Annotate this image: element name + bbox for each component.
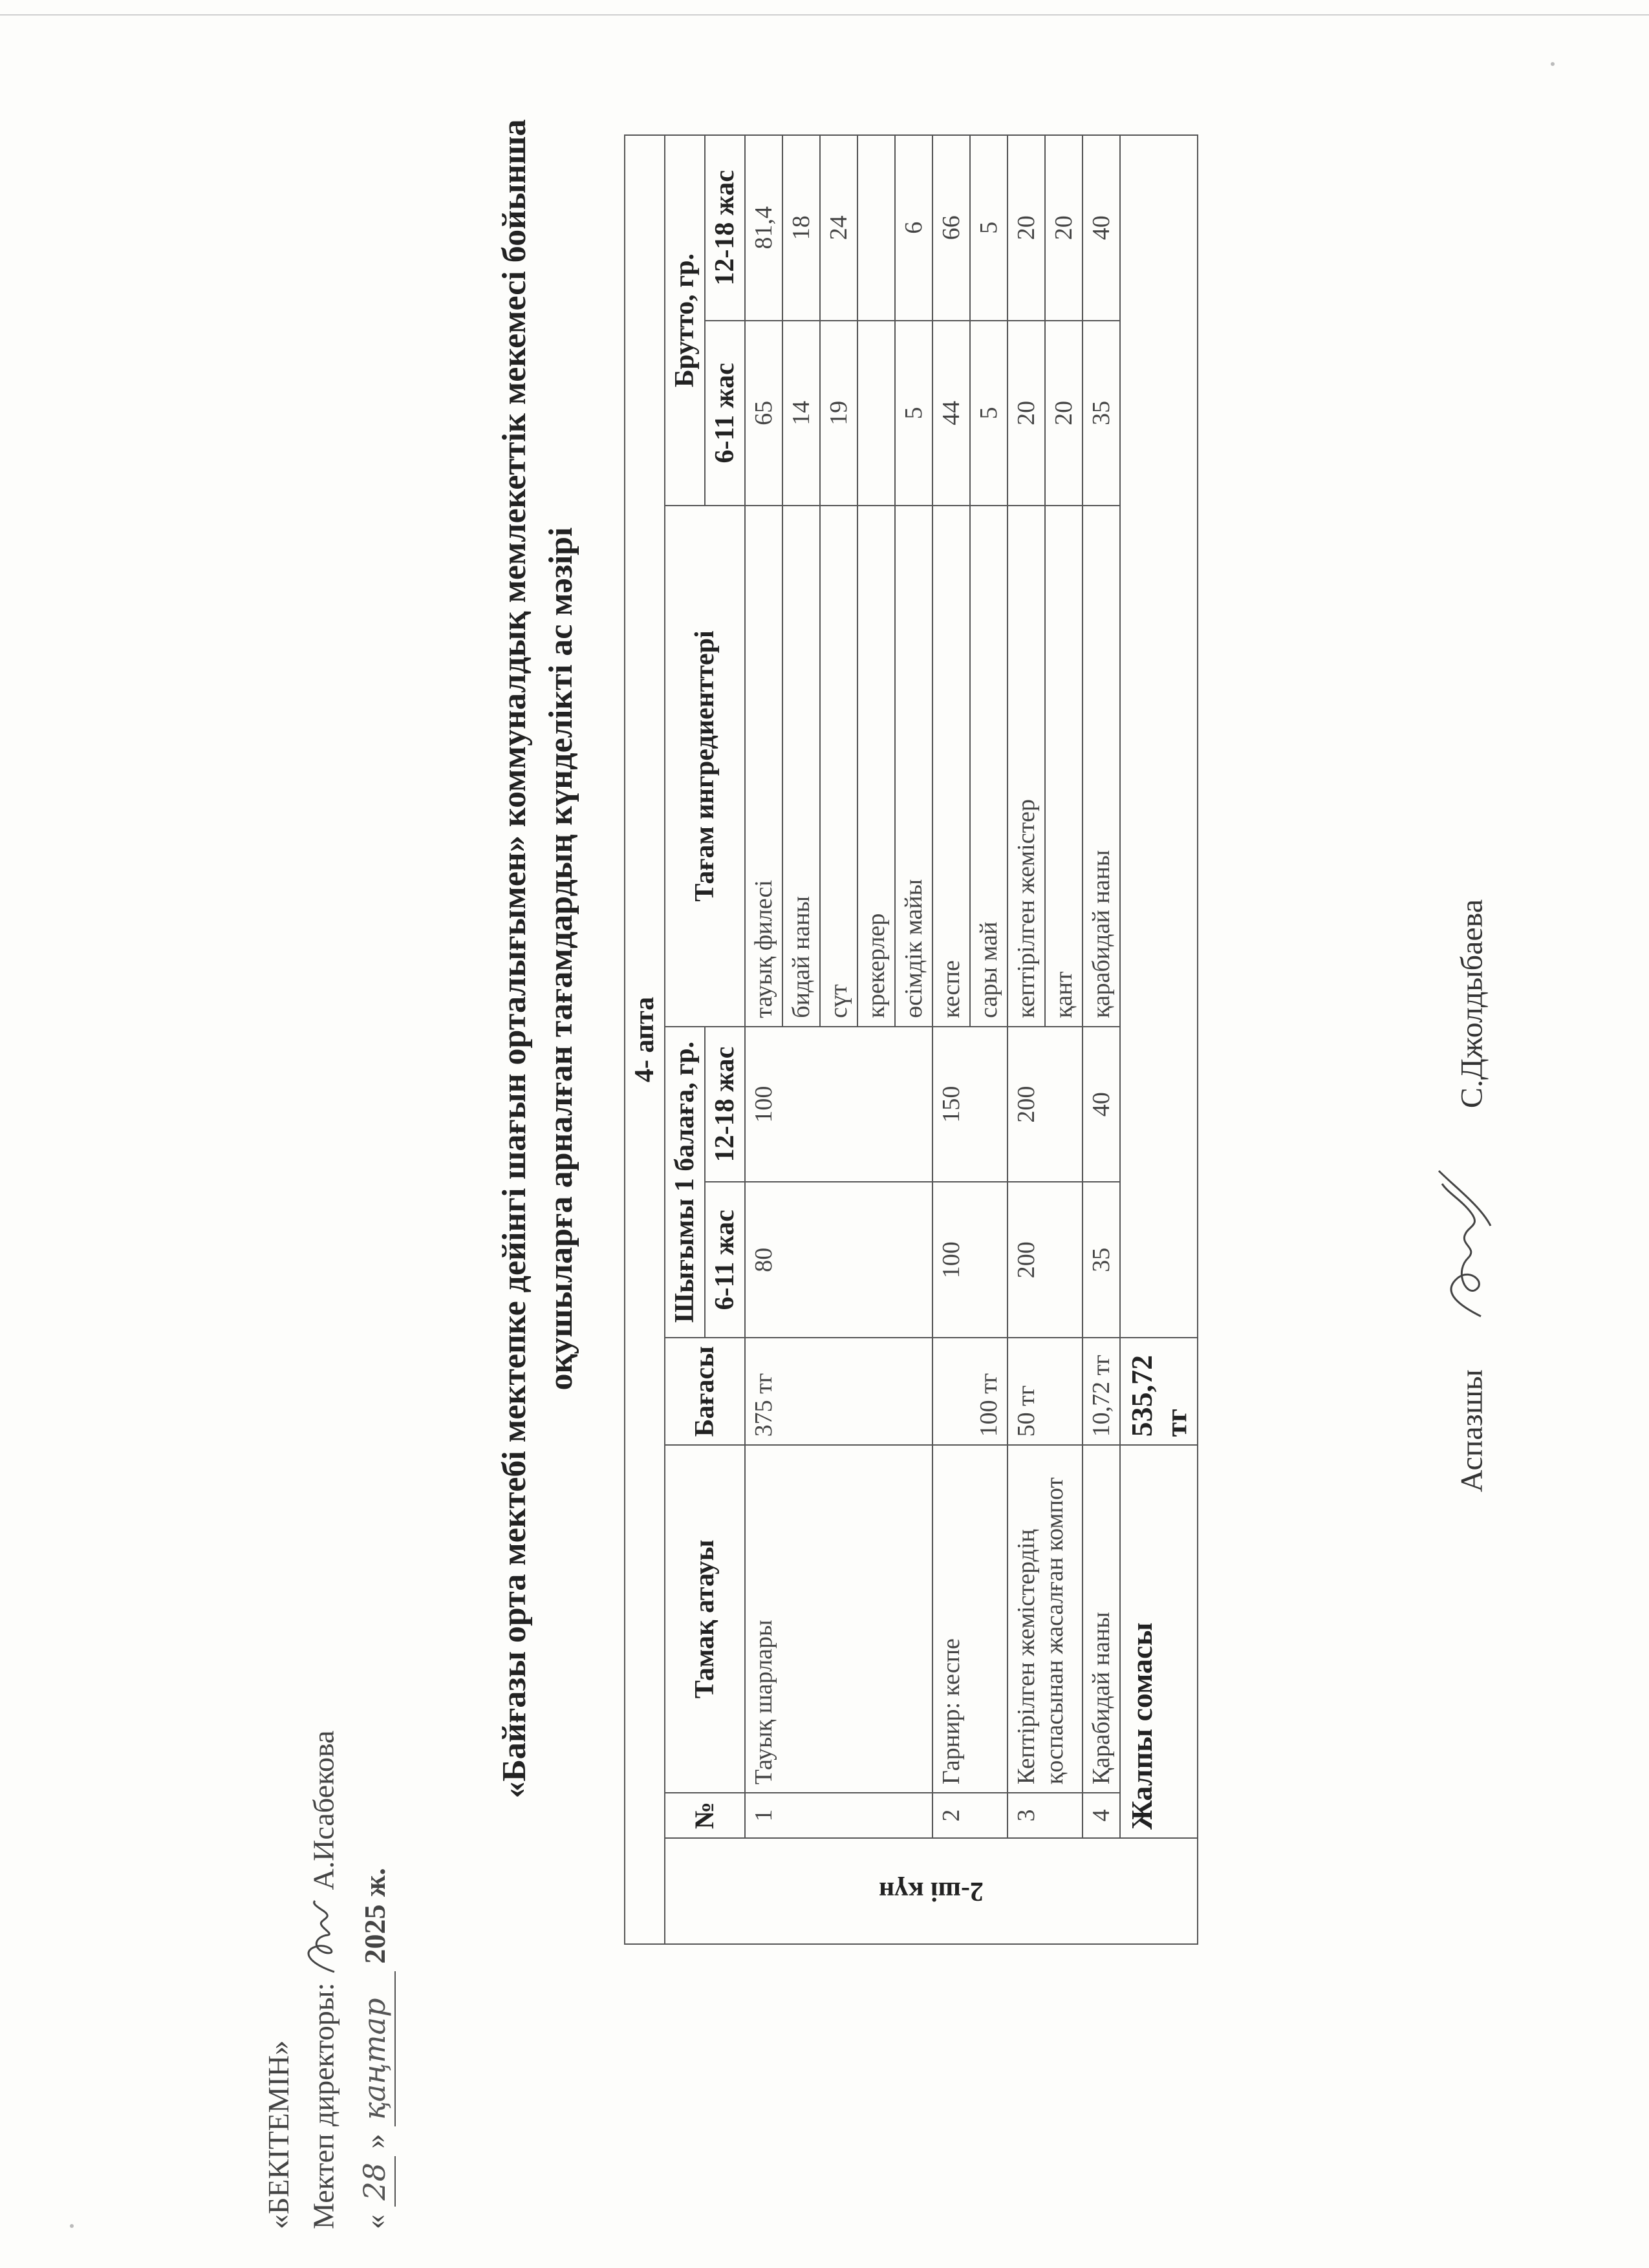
director-label: Мектеп директоры:: [307, 1982, 340, 2229]
total-row: [1120, 135, 1198, 1944]
brutto-age2: 66: [932, 135, 970, 321]
menu-table: [624, 134, 1198, 1945]
title-line-2: оқушыларға арналған тағамдардың күнделікті ас мәзірі: [543, 527, 579, 1391]
row-dish: Тауық шарлары: [745, 1445, 932, 1793]
document-title: [491, 102, 585, 1815]
row-no: 4: [1083, 1793, 1120, 1838]
ingredient-name: кеспе: [932, 506, 970, 1027]
ingredient-name: бидай наны: [782, 506, 820, 1027]
ingredient-name: қант: [1045, 506, 1083, 1027]
director-signature: [299, 1898, 354, 1975]
row-price: 375 тг: [745, 1338, 932, 1445]
day-cell: [665, 1838, 1198, 1944]
cook-signature: [1429, 1155, 1514, 1323]
brutto-age1: 65: [745, 321, 782, 506]
brutto-age2: 40: [1083, 135, 1120, 321]
col-yield: Шығымы 1 балаға, гр.: [665, 1027, 705, 1338]
col-price: Бағасы: [665, 1338, 745, 1445]
brutto-age1: 19: [820, 321, 857, 506]
brutto-age1: 20: [1045, 321, 1083, 506]
total-empty: [1120, 135, 1198, 1338]
date-month: қаңтар: [354, 1971, 396, 2126]
table-row: [1008, 135, 1045, 1944]
row-yield-age1: 100: [932, 1182, 1008, 1338]
col-yield-age2: 12-18 жас: [705, 1027, 745, 1182]
row-no: 2: [932, 1793, 1008, 1838]
date-year: 2025 ж.: [358, 1868, 391, 1964]
brutto-age2: 20: [1008, 135, 1045, 321]
brutto-age2: 81,4: [745, 135, 782, 321]
approval-heading: «БЕКІТЕМІН»: [262, 2040, 295, 2229]
col-dish: Тамақ атауы: [665, 1445, 745, 1793]
ingredient-name: қарабидай наны: [1083, 506, 1120, 1027]
date-close-quote: »: [358, 2134, 391, 2149]
col-yield-age1: 6-11 жас: [705, 1182, 745, 1338]
brutto-age2: [857, 135, 895, 321]
row-no: 3: [1008, 1793, 1083, 1838]
brutto-age2: 24: [820, 135, 857, 321]
day-label: 2-ші күн: [878, 1876, 984, 1906]
row-yield-age2: 150: [932, 1027, 1008, 1182]
total-value: 535,72 тг: [1120, 1338, 1198, 1445]
brutto-age2: 18: [782, 135, 820, 321]
row-yield-age2: 40: [1083, 1027, 1120, 1182]
title-line-1: «Байғазы орта мектебі мектепке дейінгі шағын орталығымен» коммуналдық мемлекеттік мекемесі бойынша: [496, 119, 533, 1799]
table-row: [745, 135, 782, 1944]
ingredient-name: кептірілген жемістер: [1008, 506, 1045, 1027]
total-label: Жалпы сомасы: [1120, 1445, 1198, 1838]
row-yield-age1: 200: [1008, 1182, 1083, 1338]
brutto-age1: 5: [970, 321, 1008, 506]
brutto-age1: 20: [1008, 321, 1045, 506]
table-row: [1083, 135, 1120, 1944]
date-open-quote: «: [358, 2214, 391, 2229]
col-brutto: Брутто, гр.: [665, 135, 705, 506]
approval-block: [259, 1730, 396, 2229]
ingredient-name: сары май: [970, 506, 1008, 1027]
director-line: [299, 1730, 354, 2229]
cook-signature-block: [1429, 899, 1514, 1492]
row-dish: Гарнир: кеспе: [932, 1445, 1008, 1793]
brutto-age2: 6: [895, 135, 932, 321]
row-price: 10,72 тг: [1083, 1338, 1120, 1445]
brutto-age1: 44: [932, 321, 970, 506]
cook-name: С.Джолдыбаева: [1454, 899, 1489, 1109]
row-yield-age1: 80: [745, 1182, 932, 1338]
ingredient-name: өсімдік майы: [895, 506, 932, 1027]
week-header: 4- апта: [625, 135, 665, 1944]
table-row: [932, 135, 970, 1944]
brutto-age1: 35: [1083, 321, 1120, 506]
date-day: 28: [354, 2156, 396, 2207]
director-name: А.Исабекова: [307, 1730, 340, 1890]
brutto-age2: 5: [970, 135, 1008, 321]
ingredient-name: крекерлер: [857, 506, 895, 1027]
brutto-age1: [857, 321, 895, 506]
col-no: №: [665, 1793, 745, 1838]
brutto-age1: 14: [782, 321, 820, 506]
col-brutto-age2: 12-18 жас: [705, 135, 745, 321]
row-no: 1: [745, 1793, 932, 1838]
row-yield-age2: 200: [1008, 1027, 1083, 1182]
row-yield-age1: 35: [1083, 1182, 1120, 1338]
col-brutto-age1: 6-11 жас: [705, 321, 745, 506]
row-dish: Қарабидай наны: [1083, 1445, 1120, 1793]
row-dish: Кептірілген жемістердің қоспасынан жасалған компот: [1008, 1445, 1083, 1793]
row-price: 100 тг: [932, 1338, 1008, 1445]
col-ingredients: Тағам ингредиенттері: [665, 506, 745, 1027]
brutto-age1: 5: [895, 321, 932, 506]
brutto-age2: 20: [1045, 135, 1083, 321]
cook-role: Аспазшы: [1454, 1369, 1489, 1492]
row-yield-age2: 100: [745, 1027, 932, 1182]
row-price: 50 тг: [1008, 1338, 1083, 1445]
approval-date-line: [354, 1730, 396, 2229]
ingredient-name: сүт: [820, 506, 857, 1027]
ingredient-name: тауық филесі: [745, 506, 782, 1027]
